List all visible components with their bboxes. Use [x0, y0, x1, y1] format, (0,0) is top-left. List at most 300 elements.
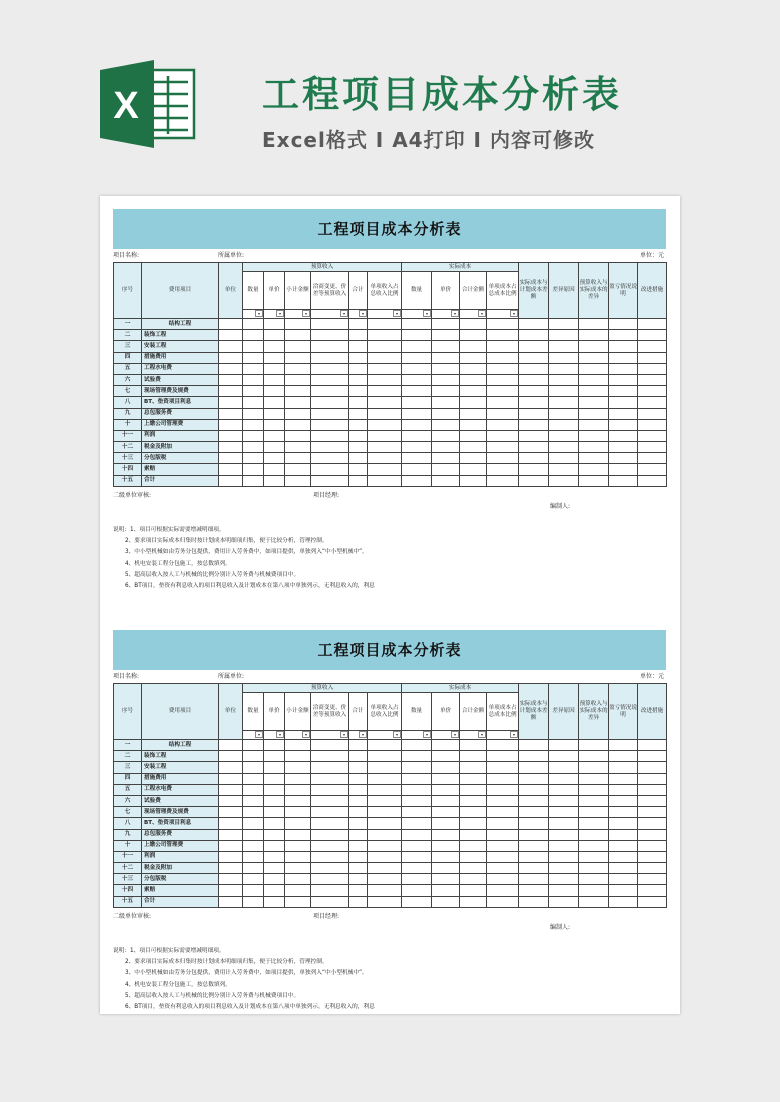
data-cell[interactable] — [460, 352, 487, 363]
data-cell[interactable] — [264, 397, 285, 408]
data-cell[interactable] — [638, 330, 667, 341]
data-cell[interactable] — [311, 795, 349, 806]
data-cell[interactable] — [219, 896, 243, 907]
data-cell[interactable] — [243, 784, 264, 795]
data-cell[interactable] — [264, 374, 285, 385]
data-cell[interactable] — [368, 363, 402, 374]
data-cell[interactable] — [402, 352, 432, 363]
dropdown-arrow-icon[interactable] — [359, 731, 367, 738]
data-cell[interactable] — [579, 818, 609, 829]
data-cell[interactable] — [368, 352, 402, 363]
data-cell[interactable] — [460, 363, 487, 374]
data-cell[interactable] — [432, 330, 460, 341]
data-cell[interactable] — [519, 352, 549, 363]
data-cell[interactable] — [285, 319, 311, 330]
data-cell[interactable] — [349, 829, 368, 840]
data-cell[interactable] — [311, 419, 349, 430]
data-cell[interactable] — [460, 430, 487, 441]
data-cell[interactable] — [219, 784, 243, 795]
data-cell[interactable] — [432, 885, 460, 896]
data-cell[interactable] — [549, 475, 579, 486]
data-cell[interactable] — [219, 453, 243, 464]
data-cell[interactable] — [349, 740, 368, 751]
data-cell[interactable] — [402, 740, 432, 751]
data-cell[interactable] — [609, 896, 638, 907]
data-cell[interactable] — [638, 419, 667, 430]
data-cell[interactable] — [460, 453, 487, 464]
data-cell[interactable] — [285, 341, 311, 352]
data-cell[interactable] — [311, 408, 349, 419]
data-cell[interactable] — [432, 762, 460, 773]
data-cell[interactable] — [638, 374, 667, 385]
data-cell[interactable] — [519, 363, 549, 374]
data-cell[interactable] — [549, 319, 579, 330]
data-cell[interactable] — [549, 330, 579, 341]
dropdown-arrow-icon[interactable] — [255, 310, 263, 317]
data-cell[interactable] — [368, 851, 402, 862]
data-cell[interactable] — [638, 874, 667, 885]
data-cell[interactable] — [349, 408, 368, 419]
data-cell[interactable] — [549, 829, 579, 840]
data-cell[interactable] — [264, 475, 285, 486]
data-cell[interactable] — [432, 319, 460, 330]
data-cell[interactable] — [285, 374, 311, 385]
data-cell[interactable] — [402, 330, 432, 341]
data-cell[interactable] — [638, 408, 667, 419]
data-cell[interactable] — [487, 419, 519, 430]
data-cell[interactable] — [432, 374, 460, 385]
data-cell[interactable] — [219, 464, 243, 475]
data-cell[interactable] — [638, 784, 667, 795]
data-cell[interactable] — [285, 330, 311, 341]
data-cell[interactable] — [549, 341, 579, 352]
data-cell[interactable] — [549, 840, 579, 851]
data-cell[interactable] — [219, 374, 243, 385]
data-cell[interactable] — [243, 807, 264, 818]
data-cell[interactable] — [311, 330, 349, 341]
data-cell[interactable] — [460, 419, 487, 430]
data-cell[interactable] — [368, 475, 402, 486]
data-cell[interactable] — [285, 464, 311, 475]
data-cell[interactable] — [549, 751, 579, 762]
data-cell[interactable] — [487, 885, 519, 896]
data-cell[interactable] — [579, 475, 609, 486]
data-cell[interactable] — [285, 896, 311, 907]
data-cell[interactable] — [402, 341, 432, 352]
data-cell[interactable] — [579, 453, 609, 464]
data-cell[interactable] — [549, 885, 579, 896]
data-cell[interactable] — [609, 386, 638, 397]
dropdown-arrow-icon[interactable] — [451, 310, 459, 317]
data-cell[interactable] — [432, 475, 460, 486]
data-cell[interactable] — [264, 464, 285, 475]
data-cell[interactable] — [402, 795, 432, 806]
data-cell[interactable] — [349, 751, 368, 762]
data-cell[interactable] — [285, 773, 311, 784]
data-cell[interactable] — [432, 784, 460, 795]
data-cell[interactable] — [460, 751, 487, 762]
data-cell[interactable] — [349, 475, 368, 486]
data-cell[interactable] — [402, 363, 432, 374]
data-cell[interactable] — [264, 795, 285, 806]
data-cell[interactable] — [285, 851, 311, 862]
data-cell[interactable] — [487, 475, 519, 486]
data-cell[interactable] — [460, 896, 487, 907]
data-cell[interactable] — [264, 408, 285, 419]
data-cell[interactable] — [487, 363, 519, 374]
data-cell[interactable] — [519, 740, 549, 751]
data-cell[interactable] — [609, 419, 638, 430]
data-cell[interactable] — [432, 363, 460, 374]
data-cell[interactable] — [638, 740, 667, 751]
data-cell[interactable] — [219, 863, 243, 874]
data-cell[interactable] — [432, 751, 460, 762]
data-cell[interactable] — [368, 762, 402, 773]
data-cell[interactable] — [402, 885, 432, 896]
data-cell[interactable] — [264, 430, 285, 441]
data-cell[interactable] — [219, 397, 243, 408]
data-cell[interactable] — [579, 408, 609, 419]
data-cell[interactable] — [460, 442, 487, 453]
data-cell[interactable] — [285, 408, 311, 419]
data-cell[interactable] — [432, 829, 460, 840]
data-cell[interactable] — [243, 863, 264, 874]
data-cell[interactable] — [432, 419, 460, 430]
data-cell[interactable] — [219, 341, 243, 352]
data-cell[interactable] — [311, 751, 349, 762]
data-cell[interactable] — [549, 352, 579, 363]
data-cell[interactable] — [549, 464, 579, 475]
data-cell[interactable] — [609, 851, 638, 862]
dropdown-arrow-icon[interactable] — [393, 310, 401, 317]
data-cell[interactable] — [638, 795, 667, 806]
data-cell[interactable] — [311, 740, 349, 751]
data-cell[interactable] — [368, 807, 402, 818]
data-cell[interactable] — [349, 818, 368, 829]
data-cell[interactable] — [609, 341, 638, 352]
data-cell[interactable] — [609, 464, 638, 475]
data-cell[interactable] — [349, 896, 368, 907]
data-cell[interactable] — [609, 807, 638, 818]
data-cell[interactable] — [219, 829, 243, 840]
filter-dropdown-cell[interactable] — [402, 310, 432, 319]
data-cell[interactable] — [311, 319, 349, 330]
filter-dropdown-cell[interactable] — [264, 310, 285, 319]
data-cell[interactable] — [549, 851, 579, 862]
data-cell[interactable] — [549, 740, 579, 751]
data-cell[interactable] — [368, 751, 402, 762]
dropdown-arrow-icon[interactable] — [451, 731, 459, 738]
data-cell[interactable] — [243, 352, 264, 363]
data-cell[interactable] — [549, 363, 579, 374]
filter-dropdown-cell[interactable] — [487, 731, 519, 740]
data-cell[interactable] — [243, 475, 264, 486]
data-cell[interactable] — [460, 795, 487, 806]
data-cell[interactable] — [460, 851, 487, 862]
data-cell[interactable] — [609, 740, 638, 751]
data-cell[interactable] — [549, 762, 579, 773]
data-cell[interactable] — [519, 330, 549, 341]
data-cell[interactable] — [368, 818, 402, 829]
data-cell[interactable] — [219, 319, 243, 330]
data-cell[interactable] — [349, 330, 368, 341]
data-cell[interactable] — [638, 475, 667, 486]
data-cell[interactable] — [264, 784, 285, 795]
data-cell[interactable] — [549, 818, 579, 829]
data-cell[interactable] — [311, 784, 349, 795]
data-cell[interactable] — [487, 430, 519, 441]
data-cell[interactable] — [311, 896, 349, 907]
data-cell[interactable] — [402, 397, 432, 408]
data-cell[interactable] — [219, 363, 243, 374]
data-cell[interactable] — [264, 885, 285, 896]
data-cell[interactable] — [368, 374, 402, 385]
data-cell[interactable] — [368, 397, 402, 408]
data-cell[interactable] — [402, 829, 432, 840]
data-cell[interactable] — [349, 319, 368, 330]
data-cell[interactable] — [243, 363, 264, 374]
data-cell[interactable] — [579, 464, 609, 475]
data-cell[interactable] — [264, 762, 285, 773]
data-cell[interactable] — [460, 840, 487, 851]
data-cell[interactable] — [487, 386, 519, 397]
data-cell[interactable] — [432, 352, 460, 363]
data-cell[interactable] — [219, 352, 243, 363]
data-cell[interactable] — [609, 818, 638, 829]
data-cell[interactable] — [487, 896, 519, 907]
filter-dropdown-cell[interactable] — [460, 731, 487, 740]
data-cell[interactable] — [219, 795, 243, 806]
data-cell[interactable] — [285, 751, 311, 762]
data-cell[interactable] — [311, 341, 349, 352]
data-cell[interactable] — [579, 419, 609, 430]
data-cell[interactable] — [519, 851, 549, 862]
data-cell[interactable] — [579, 863, 609, 874]
data-cell[interactable] — [460, 818, 487, 829]
data-cell[interactable] — [368, 795, 402, 806]
data-cell[interactable] — [579, 319, 609, 330]
data-cell[interactable] — [264, 829, 285, 840]
data-cell[interactable] — [519, 475, 549, 486]
data-cell[interactable] — [243, 319, 264, 330]
data-cell[interactable] — [432, 341, 460, 352]
data-cell[interactable] — [219, 330, 243, 341]
data-cell[interactable] — [285, 784, 311, 795]
data-cell[interactable] — [609, 352, 638, 363]
data-cell[interactable] — [579, 851, 609, 862]
data-cell[interactable] — [487, 840, 519, 851]
data-cell[interactable] — [368, 829, 402, 840]
data-cell[interactable] — [519, 464, 549, 475]
data-cell[interactable] — [487, 442, 519, 453]
data-cell[interactable] — [549, 863, 579, 874]
data-cell[interactable] — [368, 863, 402, 874]
data-cell[interactable] — [519, 829, 549, 840]
dropdown-arrow-icon[interactable] — [276, 731, 284, 738]
data-cell[interactable] — [638, 885, 667, 896]
data-cell[interactable] — [638, 762, 667, 773]
dropdown-arrow-icon[interactable] — [340, 310, 348, 317]
data-cell[interactable] — [243, 330, 264, 341]
data-cell[interactable] — [243, 374, 264, 385]
data-cell[interactable] — [264, 874, 285, 885]
dropdown-arrow-icon[interactable] — [510, 731, 518, 738]
data-cell[interactable] — [311, 352, 349, 363]
data-cell[interactable] — [285, 740, 311, 751]
data-cell[interactable] — [219, 740, 243, 751]
data-cell[interactable] — [311, 374, 349, 385]
data-cell[interactable] — [219, 386, 243, 397]
data-cell[interactable] — [460, 475, 487, 486]
filter-dropdown-cell[interactable] — [460, 310, 487, 319]
dropdown-arrow-icon[interactable] — [478, 731, 486, 738]
data-cell[interactable] — [368, 464, 402, 475]
data-cell[interactable] — [519, 397, 549, 408]
data-cell[interactable] — [243, 386, 264, 397]
filter-dropdown-cell[interactable] — [487, 310, 519, 319]
data-cell[interactable] — [402, 453, 432, 464]
data-cell[interactable] — [432, 740, 460, 751]
filter-dropdown-cell[interactable] — [368, 310, 402, 319]
data-cell[interactable] — [264, 442, 285, 453]
data-cell[interactable] — [264, 352, 285, 363]
data-cell[interactable] — [311, 397, 349, 408]
filter-dropdown-cell[interactable] — [432, 310, 460, 319]
data-cell[interactable] — [549, 430, 579, 441]
data-cell[interactable] — [432, 397, 460, 408]
data-cell[interactable] — [349, 374, 368, 385]
data-cell[interactable] — [243, 464, 264, 475]
data-cell[interactable] — [579, 840, 609, 851]
data-cell[interactable] — [519, 419, 549, 430]
data-cell[interactable] — [487, 863, 519, 874]
data-cell[interactable] — [402, 464, 432, 475]
data-cell[interactable] — [579, 885, 609, 896]
data-cell[interactable] — [638, 464, 667, 475]
data-cell[interactable] — [402, 807, 432, 818]
data-cell[interactable] — [638, 430, 667, 441]
data-cell[interactable] — [311, 442, 349, 453]
data-cell[interactable] — [285, 397, 311, 408]
data-cell[interactable] — [460, 874, 487, 885]
data-cell[interactable] — [579, 352, 609, 363]
data-cell[interactable] — [349, 874, 368, 885]
data-cell[interactable] — [311, 863, 349, 874]
data-cell[interactable] — [368, 740, 402, 751]
data-cell[interactable] — [432, 807, 460, 818]
data-cell[interactable] — [349, 885, 368, 896]
data-cell[interactable] — [519, 885, 549, 896]
data-cell[interactable] — [519, 863, 549, 874]
data-cell[interactable] — [349, 341, 368, 352]
data-cell[interactable] — [609, 453, 638, 464]
data-cell[interactable] — [264, 319, 285, 330]
data-cell[interactable] — [609, 751, 638, 762]
data-cell[interactable] — [549, 386, 579, 397]
data-cell[interactable] — [368, 341, 402, 352]
data-cell[interactable] — [487, 851, 519, 862]
data-cell[interactable] — [402, 840, 432, 851]
data-cell[interactable] — [579, 829, 609, 840]
data-cell[interactable] — [432, 863, 460, 874]
data-cell[interactable] — [243, 851, 264, 862]
data-cell[interactable] — [311, 762, 349, 773]
data-cell[interactable] — [311, 773, 349, 784]
data-cell[interactable] — [432, 851, 460, 862]
data-cell[interactable] — [243, 442, 264, 453]
data-cell[interactable] — [519, 795, 549, 806]
data-cell[interactable] — [285, 818, 311, 829]
data-cell[interactable] — [219, 885, 243, 896]
data-cell[interactable] — [549, 896, 579, 907]
data-cell[interactable] — [609, 442, 638, 453]
dropdown-arrow-icon[interactable] — [302, 310, 310, 317]
data-cell[interactable] — [402, 818, 432, 829]
data-cell[interactable] — [349, 773, 368, 784]
data-cell[interactable] — [579, 874, 609, 885]
data-cell[interactable] — [487, 453, 519, 464]
data-cell[interactable] — [243, 430, 264, 441]
data-cell[interactable] — [264, 341, 285, 352]
data-cell[interactable] — [219, 840, 243, 851]
data-cell[interactable] — [487, 829, 519, 840]
data-cell[interactable] — [609, 408, 638, 419]
data-cell[interactable] — [311, 840, 349, 851]
data-cell[interactable] — [609, 762, 638, 773]
data-cell[interactable] — [460, 397, 487, 408]
data-cell[interactable] — [402, 319, 432, 330]
data-cell[interactable] — [285, 386, 311, 397]
data-cell[interactable] — [285, 442, 311, 453]
data-cell[interactable] — [609, 829, 638, 840]
data-cell[interactable] — [519, 773, 549, 784]
data-cell[interactable] — [402, 408, 432, 419]
data-cell[interactable] — [549, 397, 579, 408]
data-cell[interactable] — [638, 829, 667, 840]
data-cell[interactable] — [638, 851, 667, 862]
data-cell[interactable] — [460, 773, 487, 784]
data-cell[interactable] — [549, 773, 579, 784]
data-cell[interactable] — [519, 840, 549, 851]
filter-dropdown-cell[interactable] — [285, 731, 311, 740]
data-cell[interactable] — [311, 453, 349, 464]
data-cell[interactable] — [432, 896, 460, 907]
data-cell[interactable] — [311, 363, 349, 374]
data-cell[interactable] — [311, 386, 349, 397]
data-cell[interactable] — [432, 442, 460, 453]
filter-dropdown-cell[interactable] — [285, 310, 311, 319]
data-cell[interactable] — [579, 896, 609, 907]
dropdown-arrow-icon[interactable] — [423, 731, 431, 738]
data-cell[interactable] — [349, 386, 368, 397]
dropdown-arrow-icon[interactable] — [393, 731, 401, 738]
data-cell[interactable] — [579, 363, 609, 374]
data-cell[interactable] — [460, 464, 487, 475]
data-cell[interactable] — [349, 863, 368, 874]
data-cell[interactable] — [243, 795, 264, 806]
data-cell[interactable] — [519, 408, 549, 419]
data-cell[interactable] — [432, 773, 460, 784]
data-cell[interactable] — [519, 874, 549, 885]
data-cell[interactable] — [243, 773, 264, 784]
data-cell[interactable] — [349, 784, 368, 795]
data-cell[interactable] — [243, 751, 264, 762]
data-cell[interactable] — [579, 784, 609, 795]
data-cell[interactable] — [368, 453, 402, 464]
dropdown-arrow-icon[interactable] — [340, 731, 348, 738]
data-cell[interactable] — [460, 863, 487, 874]
data-cell[interactable] — [638, 773, 667, 784]
